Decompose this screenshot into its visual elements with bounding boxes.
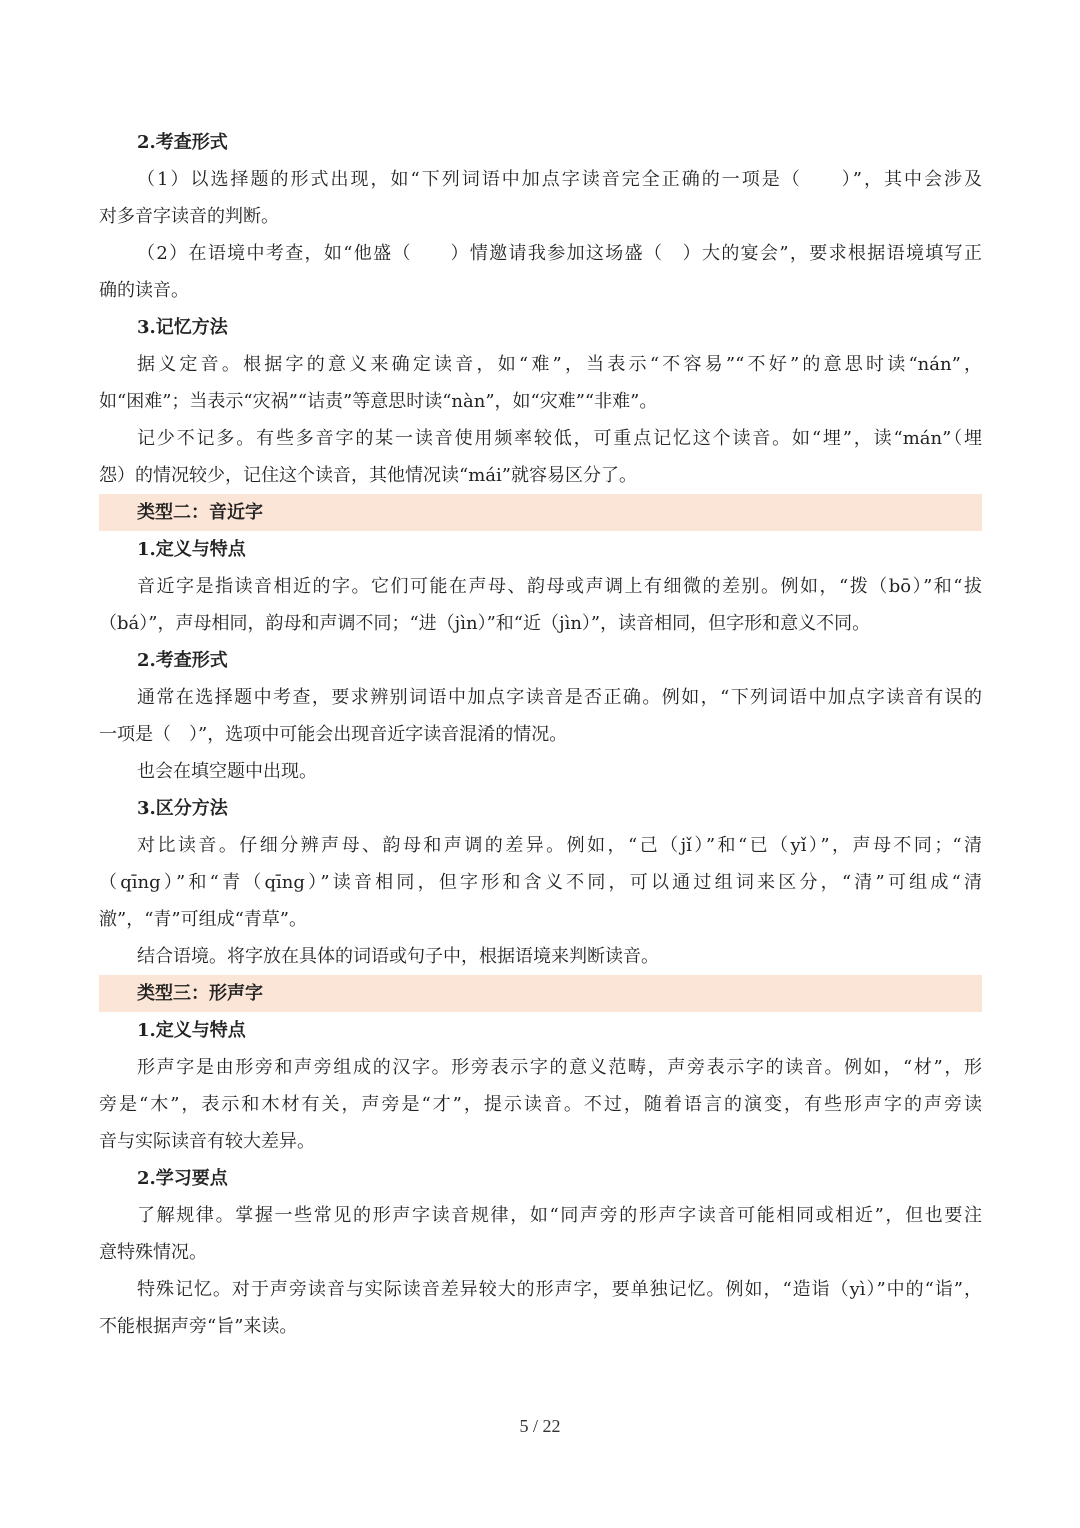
section-heading: 2.学习要点 [137,1168,228,1189]
paragraph-line: 结合语境。将字放在具体的词语或句子中，根据语境来判断读音。 [137,946,659,967]
paragraph-line: 旁是“木”，表示和木材有关，声旁是“才”，提示读音。不过，随着语言的演变，有些形声字的声旁读 [99,1094,982,1115]
section-heading: 2.考查形式 [137,650,228,671]
paragraph-line: 怨）的情况较少，记住这个读音，其他情况读“mái”就容易区分了。 [99,465,637,486]
paragraph-line: 特殊记忆。对于声旁读音与实际读音差异较大的形声字，要单独记忆。例如，“造诣（yì）”中的“诣”， [137,1279,982,1300]
section-heading: 1.定义与特点 [137,539,246,560]
type-banner: 类型二：音近字 [99,494,982,531]
paragraph-line: （2）在语境中考查，如“他盛（ ）情邀请我参加这场盛（ ）大的宴会”，要求根据语境填写正 [137,243,982,264]
paragraph-line: 形声字是由形旁和声旁组成的汉字。形旁表示字的意义范畴，声旁表示字的读音。例如，“材”，形 [137,1057,982,1078]
paragraph-line: 音近字是指读音相近的字。它们可能在声母、韵母或声调上有细微的差别。例如，“拨（bō）”和“拔 [137,576,982,597]
paragraph-line: 也会在填空题中出现。 [137,761,317,782]
paragraph-line: 一项是（ ）”，选项中可能会出现音近字读音混淆的情况。 [99,724,568,745]
paragraph-line: 意特殊情况。 [99,1242,207,1263]
section-heading: 3.区分方法 [137,798,228,819]
paragraph-line: 澈”，“青”可组成“青草”。 [99,909,308,930]
paragraph-line: 音与实际读音有较大差异。 [99,1131,315,1152]
paragraph-line: 确的读音。 [99,280,189,301]
paragraph-line: 了解规律。掌握一些常见的形声字读音规律，如“同声旁的形声字读音可能相同或相近”，但也要注 [137,1205,982,1226]
section-heading: 2.考查形式 [137,132,228,153]
type-banner: 类型三：形声字 [99,975,982,1012]
section-heading: 3.记忆方法 [137,317,228,338]
page-number: 5 / 22 [519,1416,561,1436]
paragraph-line: （qīng）”和“青（qīng）”读音相同，但字形和含义不同，可以通过组词来区分，“清”可组成“清 [99,872,982,893]
section-heading: 1.定义与特点 [137,1020,246,1041]
paragraph-line: 不能根据声旁“旨”来读。 [99,1316,298,1337]
document-body [99,124,982,1345]
paragraph-line: （bá）”，声母相同，韵母和声调不同；“进（jìn）”和“近（jìn）”，读音相同，但字形和意义不同。 [99,613,871,634]
paragraph-line: 如“困难”；当表示“灾祸”“诘责”等意思时读“nàn”，如“灾难”“非难”。 [99,391,658,412]
paragraph-line: （1）以选择题的形式出现，如“下列词语中加点字读音完全正确的一项是（ ）”，其中会涉及 [137,169,982,190]
paragraph-line: 据义定音。根据字的意义来确定读音，如“难”，当表示“不容易”“不好”的意思时读“nán”， [137,354,982,375]
paragraph-line: 通常在选择题中考查，要求辨别词语中加点字读音是否正确。例如，“下列词语中加点字读音有误的 [137,687,982,708]
paragraph-line: 对多音字读音的判断。 [99,206,279,227]
paragraph-line: 记少不记多。有些多音字的某一读音使用频率较低，可重点记忆这个读音。如“埋”，读“mán”（埋 [137,428,982,449]
paragraph-line: 对比读音。仔细分辨声母、韵母和声调的差异。例如，“己（jǐ）”和“已（yǐ）”，声母不同；“清 [137,835,982,856]
